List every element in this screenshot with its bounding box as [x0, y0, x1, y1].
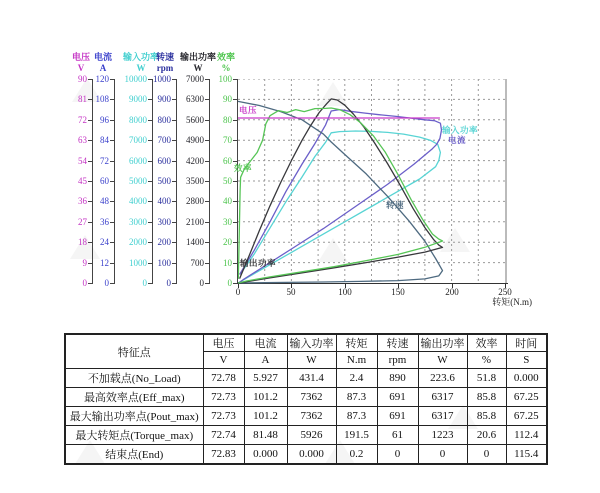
y-axis-tickmark-eff: [233, 201, 237, 202]
y-axis-tick-label-pin: 1000: [129, 258, 147, 268]
row-label: 不加载点(No_Load): [65, 369, 203, 388]
y-axis-tick-label-pout: 5600: [186, 115, 204, 125]
y-axis-tick-label-current: 60: [100, 176, 109, 186]
row-label: 最大转矩点(Torque_max): [65, 426, 203, 445]
x-axis-tick-label: 200: [445, 287, 459, 297]
y-axis-tickmark-eff: [233, 99, 237, 100]
y-axis-tick-label-pin: 5000: [129, 176, 147, 186]
table-column-header: 效率: [467, 334, 506, 352]
table-column-header: 转速: [377, 334, 418, 352]
row-label: 结束点(End): [65, 445, 203, 464]
table-cell: 6317: [418, 388, 467, 407]
table-column-unit: V: [203, 352, 244, 369]
y-axis-tickmark-eff: [233, 242, 237, 243]
table-cell: 691: [377, 407, 418, 426]
y-axis-header-eff: [195, 52, 257, 74]
y-axis-tick-label-pout: 3500: [186, 176, 204, 186]
y-axis-tick-label-eff: 100: [218, 74, 232, 84]
y-axis-name-current: 电流: [93, 52, 112, 62]
y-axis-tick-label-current: 12: [100, 258, 109, 268]
table-row: [65, 426, 547, 445]
curve-label-current: 电流: [448, 135, 467, 145]
y-axis-tick-label-pin: 0: [142, 278, 147, 288]
y-axis-tick-label-pin: 10000: [124, 74, 147, 84]
y-axis-tick-label-voltage: 90: [78, 74, 87, 84]
y-axis-tick-label-speed: 1000: [153, 74, 171, 84]
y-axis-tick-label-eff: 20: [223, 237, 232, 247]
table-cell: 0: [467, 445, 506, 464]
table-cell: 0.2: [336, 445, 377, 464]
table-column-header: 时间: [506, 334, 547, 352]
table-cell: 5926: [287, 426, 336, 445]
table-column-unit: rpm: [377, 352, 418, 369]
table-cell: 0.000: [287, 445, 336, 464]
table-cell: 81.48: [244, 426, 287, 445]
table-row: [65, 445, 547, 464]
y-axis-tick-label-voltage: 54: [78, 156, 87, 166]
y-axis-tick-label-pout: 7000: [186, 74, 204, 84]
curve-pout: [238, 99, 442, 283]
table-cell: 85.8: [467, 407, 506, 426]
table-cell: 691: [377, 388, 418, 407]
table-column-unit: %: [467, 352, 506, 369]
table-cell: 72.73: [203, 388, 244, 407]
y-axis-tick-label-speed: 0: [166, 278, 171, 288]
y-axis-tick-label-voltage: 18: [78, 237, 87, 247]
y-axis-tick-label-speed: 700: [157, 135, 171, 145]
table-cell: 72.73: [203, 407, 244, 426]
y-axis-tick-label-eff: 90: [223, 94, 232, 104]
table-column-unit: W: [418, 352, 467, 369]
table-cell: 431.4: [287, 369, 336, 388]
plot-area: [238, 79, 508, 284]
characteristic-points-table: [64, 333, 548, 465]
table-cell: 0: [377, 445, 418, 464]
y-axis-tick-label-eff: 30: [223, 217, 232, 227]
table-cell: 112.4: [506, 426, 547, 445]
y-axis-tick-label-pin: 8000: [129, 115, 147, 125]
y-axis-name-pout: 输出功率: [179, 52, 216, 62]
y-axis-tick-label-voltage: 72: [78, 115, 87, 125]
table-cell: 7362: [287, 388, 336, 407]
table-cell: 115.4: [506, 445, 547, 464]
table-cell: 87.3: [336, 388, 377, 407]
table-cell: 0.000: [244, 445, 287, 464]
row-label: 最高效率点(Eff_max): [65, 388, 203, 407]
y-axis-tick-label-current: 0: [104, 278, 109, 288]
table-column-header: 输入功率: [287, 334, 336, 352]
y-axis-tick-label-eff: 10: [223, 258, 232, 268]
y-axis-tick-label-eff: 60: [223, 156, 232, 166]
table-cell: 85.8: [467, 388, 506, 407]
y-axis-name-pin: 输入功率: [122, 52, 159, 62]
x-axis-title: 转矩(N.m): [492, 297, 532, 307]
y-axis-tickmark-eff: [233, 161, 237, 162]
y-axis-unit-eff: %: [221, 63, 231, 73]
y-axis-tick-label-eff: 50: [223, 176, 232, 186]
curve-label-speed: 转速: [386, 200, 405, 210]
y-axis-tick-label-eff: 40: [223, 196, 232, 206]
y-axis-tick-label-voltage: 9: [82, 258, 87, 268]
curve-speed: [238, 101, 443, 283]
table-row: [65, 407, 547, 426]
table-cell: 72.74: [203, 426, 244, 445]
y-axis-tick-label-speed: 900: [157, 94, 171, 104]
table-cell: 0.000: [506, 369, 547, 388]
y-axis-tick-label-pin: 2000: [129, 237, 147, 247]
table-column-header: 电流: [244, 334, 287, 352]
y-axis-tick-label-pout: 2100: [186, 217, 204, 227]
y-axis-tickmark-eff: [233, 181, 237, 182]
table-cell: 87.3: [336, 407, 377, 426]
y-axis-tick-label-eff: 80: [223, 115, 232, 125]
row-label: 最大输出功率点(Pout_max): [65, 407, 203, 426]
x-axis-tick-label: 0: [235, 287, 241, 297]
y-axis-unit-pin: W: [136, 63, 146, 73]
curve-label-pin: 输入功率: [442, 125, 479, 135]
table-cell: 101.2: [244, 407, 287, 426]
table-column-header: 电压: [203, 334, 244, 352]
x-axis-tick-label: 50: [286, 287, 296, 297]
table-row: [65, 388, 547, 407]
y-axis-tick-label-pout: 700: [190, 258, 204, 268]
y-axis-tick-label-pout: 4200: [186, 156, 204, 166]
table-column-unit: N.m: [336, 352, 377, 369]
table-column-header: 输出功率: [418, 334, 467, 352]
y-axis-name-voltage: 电压: [71, 52, 90, 62]
y-axis-tick-label-speed: 400: [157, 196, 171, 206]
y-axis-tick-label-current: 108: [95, 94, 109, 104]
table-column-unit: A: [244, 352, 287, 369]
y-axis-tick-label-voltage: 36: [78, 196, 87, 206]
y-axis-tick-label-pout: 6300: [186, 94, 204, 104]
curve-label-voltage: 电压: [239, 105, 258, 115]
y-axis-tick-label-current: 96: [100, 115, 109, 125]
y-axis-tick-label-speed: 800: [157, 115, 171, 125]
table-column-unit: S: [506, 352, 547, 369]
y-axis-tick-label-voltage: 45: [78, 176, 87, 186]
table-cell: 0: [418, 445, 467, 464]
y-axis-tickmark-eff: [233, 263, 237, 264]
table-cell: 51.8: [467, 369, 506, 388]
y-axis-tick-label-voltage: 63: [78, 135, 87, 145]
curve-eff: [238, 105, 442, 283]
y-axis-tick-label-pout: 0: [199, 278, 204, 288]
y-axis-tick-label-current: 120: [95, 74, 109, 84]
table-column-unit: W: [287, 352, 336, 369]
y-axis-tick-label-pout: 2800: [186, 196, 204, 206]
y-axis-tick-label-voltage: 27: [78, 217, 87, 227]
y-axis-tick-label-speed: 500: [157, 176, 171, 186]
table-cell: 20.6: [467, 426, 506, 445]
y-axis-name-speed: 转速: [155, 52, 174, 62]
y-axis-unit-pout: W: [193, 63, 203, 73]
table-cell: 223.6: [418, 369, 467, 388]
y-axis-tick-label-eff: 70: [223, 135, 232, 145]
x-axis-tick-label: 250: [498, 287, 512, 297]
y-axis-unit-speed: rpm: [156, 63, 174, 73]
y-axis-tickmark-eff: [233, 79, 237, 80]
table-cell: 67.25: [506, 388, 547, 407]
y-axis-unit-voltage: V: [77, 63, 85, 73]
y-axis-tick-label-pout: 4900: [186, 135, 204, 145]
y-axis-tick-label-current: 84: [100, 135, 109, 145]
table-column-header: 转矩: [336, 334, 377, 352]
table-cell: 6317: [418, 407, 467, 426]
y-axis-tick-label-current: 36: [100, 217, 109, 227]
y-axis-tick-label-voltage: 0: [82, 278, 87, 288]
table-cell: 890: [377, 369, 418, 388]
table-cell: 72.83: [203, 445, 244, 464]
table-cell: 101.2: [244, 388, 287, 407]
y-axis-tickmark-eff: [233, 222, 237, 223]
y-axis-tickmark-eff: [233, 140, 237, 141]
table-cell: 72.78: [203, 369, 244, 388]
y-axis-unit-current: A: [99, 63, 107, 73]
curve-label-eff: 效率: [234, 163, 253, 173]
y-axis-tick-label-current: 72: [100, 156, 109, 166]
x-axis-tick-label: 150: [391, 287, 405, 297]
y-axis-tick-label-pin: 7000: [129, 135, 147, 145]
y-axis-name-eff: 效率: [216, 52, 235, 62]
y-axis-tickmark-eff: [233, 120, 237, 121]
x-axis-tick-label: 100: [338, 287, 352, 297]
y-axis-tick-label-pout: 1400: [186, 237, 204, 247]
y-axis-tick-label-pin: 9000: [129, 94, 147, 104]
y-axis-tick-label-speed: 600: [157, 156, 171, 166]
table-cell: 2.4: [336, 369, 377, 388]
curve-label-pout: 输出功率: [240, 258, 277, 268]
y-axis-tick-label-current: 48: [100, 196, 109, 206]
y-axis-tick-label-pin: 6000: [129, 156, 147, 166]
table-cell: 61: [377, 426, 418, 445]
table-cell: 1223: [418, 426, 467, 445]
table-corner-header: 特征点: [65, 334, 203, 369]
y-axis-tick-label-pin: 4000: [129, 196, 147, 206]
y-axis-tick-label-pin: 3000: [129, 217, 147, 227]
y-axis-tick-label-current: 24: [100, 237, 109, 247]
table-cell: 67.25: [506, 407, 547, 426]
table-cell: 5.927: [244, 369, 287, 388]
y-axis-tick-label-speed: 100: [157, 258, 171, 268]
y-axis-tick-label-eff: 0: [227, 278, 232, 288]
y-axis-tick-label-speed: 200: [157, 237, 171, 247]
table-row: [65, 369, 547, 388]
table-cell: 7362: [287, 407, 336, 426]
table-cell: 191.5: [336, 426, 377, 445]
y-axis-tick-label-speed: 300: [157, 217, 171, 227]
y-axis-tick-label-voltage: 81: [78, 94, 87, 104]
